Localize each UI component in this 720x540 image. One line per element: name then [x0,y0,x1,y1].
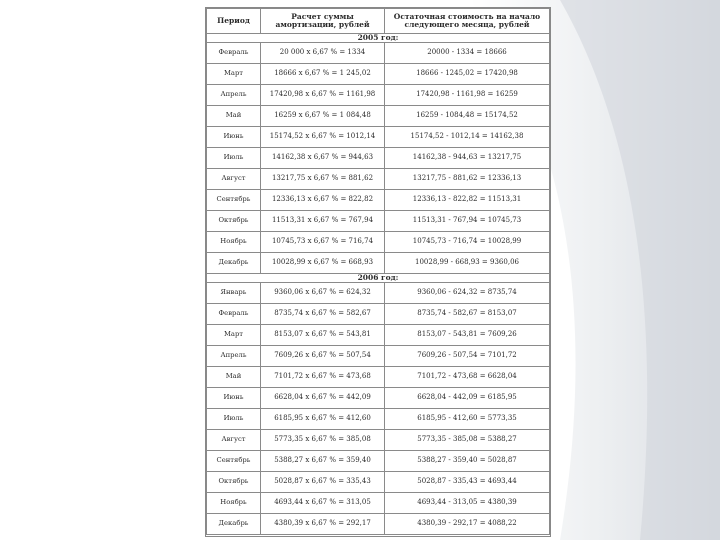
residual-cell: 18666 - 1245,02 = 17420,98 [385,64,550,85]
calc-cell: 12336,13 x 6,67 % = 822,82 [261,190,385,211]
table-row [207,325,550,346]
table-row [207,211,550,232]
month-cell: Сентябрь [207,451,261,472]
residual-cell: 17420,98 - 1161,98 = 16259 [385,85,550,106]
table-row [207,514,550,535]
document-page [205,7,551,537]
calc-cell: 7101,72 x 6,67 % = 473,68 [261,367,385,388]
calc-cell: 8153,07 x 6,67 % = 543,81 [261,325,385,346]
residual-cell: 14162,38 - 944,63 = 13217,75 [385,148,550,169]
residual-cell: 10028,99 - 668,93 = 9360,06 [385,253,550,274]
calc-cell: 20 000 x 6,67 % = 1334 [261,43,385,64]
calc-cell: 8735,74 x 6,67 % = 582,67 [261,304,385,325]
residual-cell: 4380,39 - 292,17 = 4088,22 [385,514,550,535]
table-row [207,283,550,304]
residual-cell: 13217,75 - 881,62 = 12336,13 [385,169,550,190]
month-cell: Апрель [207,346,261,367]
calc-cell: 17420,98 x 6,67 % = 1161,98 [261,85,385,106]
table-row [207,388,550,409]
month-cell: Сентябрь [207,190,261,211]
month-cell: Август [207,430,261,451]
residual-cell: 12336,13 - 822,82 = 11513,31 [385,190,550,211]
calc-cell: 9360,06 x 6,67 % = 624,32 [261,283,385,304]
residual-cell: 20000 - 1334 = 18666 [385,43,550,64]
month-cell: Август [207,169,261,190]
month-cell: Ноябрь [207,232,261,253]
table-row [207,253,550,274]
residual-cell: 16259 - 1084,48 = 15174,52 [385,106,550,127]
year-row-2005 [207,34,550,43]
calc-cell: 10028,99 x 6,67 % = 668,93 [261,253,385,274]
table-row [207,493,550,514]
month-cell: Октябрь [207,472,261,493]
residual-cell: 9360,06 - 624,32 = 8735,74 [385,283,550,304]
table-row [207,169,550,190]
month-cell: Ноябрь [207,493,261,514]
header-period: Период [207,9,261,34]
header-calc: Расчет суммы амортизации, рублей [261,9,385,34]
residual-cell: 11513,31 - 767,94 = 10745,73 [385,211,550,232]
calc-cell: 16259 x 6,67 % = 1 084,48 [261,106,385,127]
calc-cell: 6185,95 x 6,67 % = 412,60 [261,409,385,430]
table-row [207,451,550,472]
month-cell: Май [207,106,261,127]
calc-cell: 10745,73 x 6,67 % = 716,74 [261,232,385,253]
header-row [207,9,550,34]
calc-cell: 5773,35 x 6,67 % = 385,08 [261,430,385,451]
year-label: 2006 год: [207,274,550,283]
calc-cell: 4380,39 x 6,67 % = 292,17 [261,514,385,535]
calc-cell: 11513,31 x 6,67 % = 767,94 [261,211,385,232]
month-cell: Февраль [207,43,261,64]
residual-cell: 5388,27 - 359,40 = 5028,87 [385,451,550,472]
month-cell: Июнь [207,127,261,148]
residual-cell: 7609,26 - 507,54 = 7101,72 [385,346,550,367]
year-row-2006 [207,274,550,283]
table-row [207,430,550,451]
table-row [207,304,550,325]
residual-cell: 5028,87 - 335,43 = 4693,44 [385,472,550,493]
month-cell: Май [207,367,261,388]
residual-cell: 6185,95 - 412,60 = 5773,35 [385,409,550,430]
calc-cell: 7609,26 x 6,67 % = 507,54 [261,346,385,367]
residual-cell: 10745,73 - 716,74 = 10028,99 [385,232,550,253]
calc-cell: 5388,27 x 6,67 % = 359,40 [261,451,385,472]
calc-cell: 4693,44 x 6,67 % = 313,05 [261,493,385,514]
calc-cell: 5028,87 x 6,67 % = 335,43 [261,472,385,493]
table-row [207,43,550,64]
month-cell: Март [207,64,261,85]
calc-cell: 18666 x 6,67 % = 1 245,02 [261,64,385,85]
table-row [207,148,550,169]
table-row [207,106,550,127]
month-cell: Январь [207,283,261,304]
month-cell: Октябрь [207,211,261,232]
table-row [207,232,550,253]
residual-cell: 4693,44 - 313,05 = 4380,39 [385,493,550,514]
calc-cell: 13217,75 x 6,67 % = 881,62 [261,169,385,190]
header-residual: Остаточная стоимость на начало следующего месяца, рублей [385,9,550,34]
table-row [207,472,550,493]
month-cell: Декабрь [207,514,261,535]
month-cell: Апрель [207,85,261,106]
residual-cell: 15174,52 - 1012,14 = 14162,38 [385,127,550,148]
residual-cell: 5773,35 - 385,08 = 5388,27 [385,430,550,451]
table-row [207,127,550,148]
month-cell: Февраль [207,304,261,325]
amortization-table [206,8,550,535]
table-row [207,409,550,430]
month-cell: Март [207,325,261,346]
month-cell: Декабрь [207,253,261,274]
calc-cell: 6628,04 x 6,67 % = 442,09 [261,388,385,409]
month-cell: Июнь [207,388,261,409]
table-row [207,367,550,388]
month-cell: Июль [207,409,261,430]
table-row [207,64,550,85]
residual-cell: 8153,07 - 543,81 = 7609,26 [385,325,550,346]
calc-cell: 14162,38 x 6,67 % = 944,63 [261,148,385,169]
residual-cell: 7101,72 - 473,68 = 6628,04 [385,367,550,388]
calc-cell: 15174,52 x 6,67 % = 1012,14 [261,127,385,148]
month-cell: Июль [207,148,261,169]
residual-cell: 8735,74 - 582,67 = 8153,07 [385,304,550,325]
year-label: 2005 год: [207,34,550,43]
table-row [207,190,550,211]
table-row [207,346,550,367]
residual-cell: 6628,04 - 442,09 = 6185,95 [385,388,550,409]
table-row [207,85,550,106]
